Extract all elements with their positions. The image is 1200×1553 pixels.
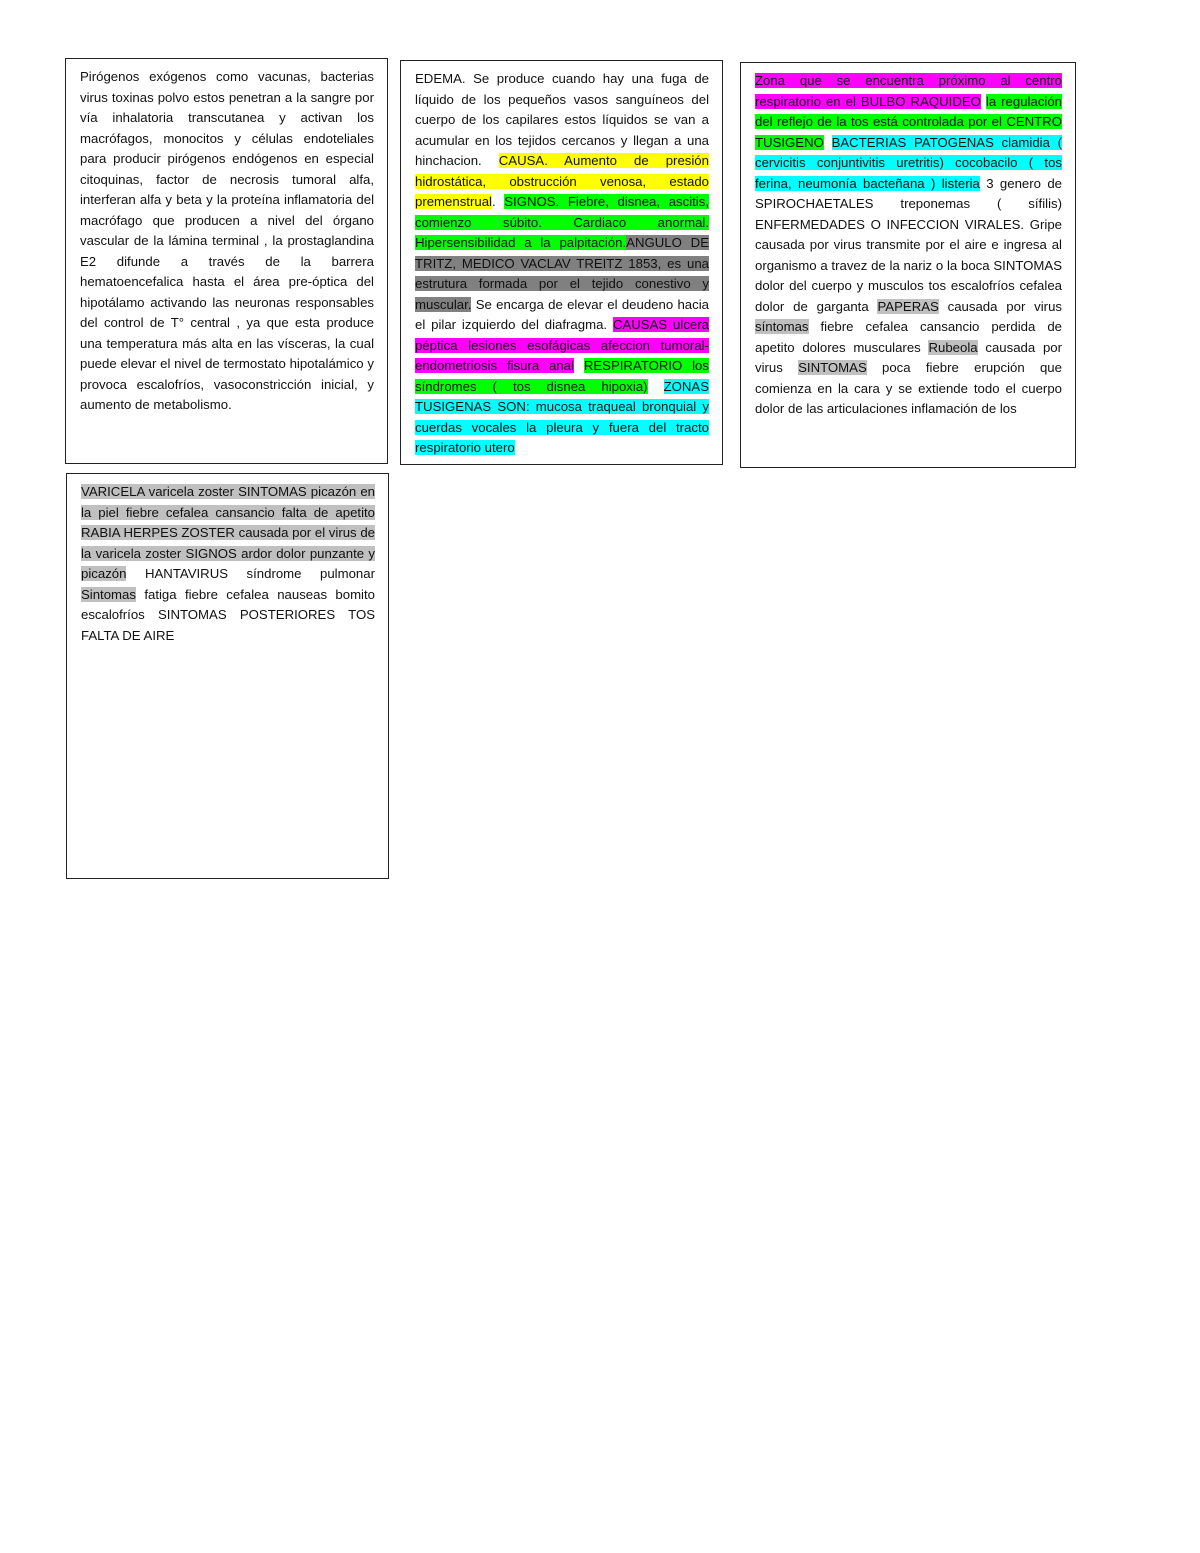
text-run: . — [491, 194, 505, 209]
paragraph — [755, 71, 1062, 420]
highlight-gray: PAPERAS — [877, 298, 939, 314]
paragraph — [415, 69, 709, 459]
highlight-green: SIGNOS. Fiebre, disnea, ascitis, comienzo súbito. Cardiaco anormal. Hipersensibilidad a la palpitación. — [415, 194, 709, 250]
text-box-pirogenos — [65, 58, 388, 464]
highlight-gray: Rubeola — [928, 339, 978, 355]
text-run — [824, 135, 832, 150]
highlight-yellow: CAUSA. Aumento de presión hidrostática, obstrucción venosa, estado premenstrual — [415, 153, 709, 209]
text-run: causada por virus — [938, 298, 1062, 314]
highlight-green: la regulación del reflejo de la tos está controlada por el CENTRO TUSIGENO — [755, 93, 1063, 150]
text-run: poca fiebre erupción que comienza en la cara y se extiende todo el cuerpo dolor de las articulaciones inflamación de los — [755, 360, 1062, 416]
text-run: Pirógenos exógenos como vacunas, bacterias virus toxinas polvo estos penetran a la sangre por vía inhalatoria transcutanea y activan los macrófagos, monocitos y células endoteliales para producir pirógenos endógenos en especial citoquinas, factor de necrosis tumoral alfa, interferan alfa y beta y la proteína inflamatoria del macrófago que producen a nivel del órgano vascular de la lámina terminal , la prostaglandina E2 difunde a través de la barrera hematoencefalica hasta el área pre-óptica del hipotálamo activando las neuronas responsables del control de T° central , ya que esta produce una temperatura más alta en las vísceras, la cual puede elevar el nivel de termostato hipotalámico y provoca escalofríos, vasoconstricción inicial, y aumento de metabolismo. — [80, 69, 374, 412]
highlight-magenta: CAUSAS ulcera péptica lesiones esofágicas afeccion tumoral- endometriosis fisura anal — [415, 317, 709, 373]
text-run — [648, 379, 664, 394]
paragraph — [80, 67, 374, 416]
text-run: causada por virus — [755, 339, 1062, 375]
highlight-dark-gray: ANGULO DE TRITZ, MEDICO VACLAV TREITZ 1853, es una estrutura formada por el tejido conestivo y muscular. — [415, 235, 709, 312]
text-run — [574, 358, 584, 373]
text-run: HANTAVIRUS síndrome pulmonar — [126, 566, 375, 581]
text-box-tos — [740, 62, 1076, 468]
text-box-edema — [400, 60, 723, 465]
highlight-gray: síntomas — [755, 319, 809, 334]
highlight-cyan: BACTERIAS PATOGENAS clamidia ( cervicitis conjuntivitis uretritis) cocobacilo ( tos ferina, neumonía bacteñana ) listeria — [755, 134, 1062, 191]
text-run: EDEMA. Se produce cuando hay una fuga de líquido de los pequeños vasos sanguíneos del cuerpo de los capilares estos líquidos se van a acumular en los tejidos cercanos y llegan a una hinchacion. — [415, 71, 709, 168]
paragraph — [81, 482, 375, 646]
highlight-magenta: Zona que se encuentra próximo al centro respiratorio en el BULBO RAQUIDEO — [755, 73, 1062, 109]
highlight-cyan: ZONAS TUSIGENAS SON: mucosa traqueal bronquial y cuerdas vocales la pleura y fuera del tracto respiratorio utero — [415, 378, 709, 455]
text-run: fatiga fiebre cefalea nauseas bomito escalofríos SINTOMAS POSTERIORES TOS FALTA DE AIRE — [81, 586, 375, 643]
highlight-gray: SINTOMAS — [798, 360, 867, 375]
highlight-gray: VARICELA varicela zoster SINTOMAS picazón en la piel fiebre cefalea cansancio falta de apetito RABIA HERPES ZOSTER causada por el virus de la varicela zoster SIGNOS ardor dolor punzante y picazón — [81, 484, 375, 581]
highlight-green: RESPIRATORIO los síndromes ( tos disnea hipoxia) — [415, 358, 709, 394]
text-box-varicela — [66, 473, 389, 879]
text-run: 3 genero de — [979, 175, 1063, 191]
highlight-gray: SPIROCHAETALES treponemas ( sífilis) ENFERMEDADES O INFECCION VIRALES. Gripe causada por virus transmite por el aire e ingresa al organismo a travez de la nariz o la boca SINTOMAS dolor del cuerpo y musculos tos escalofríos cefalea dolor de garganta — [755, 196, 1062, 314]
text-run: fiebre cefalea cansancio perdida de apetito dolores musculares — [755, 319, 1062, 355]
highlight-gray: Sintomas — [81, 586, 136, 602]
text-run: Se encarga de elevar el deudeno hacia el pilar izquierdo del diafragma. — [415, 296, 709, 332]
